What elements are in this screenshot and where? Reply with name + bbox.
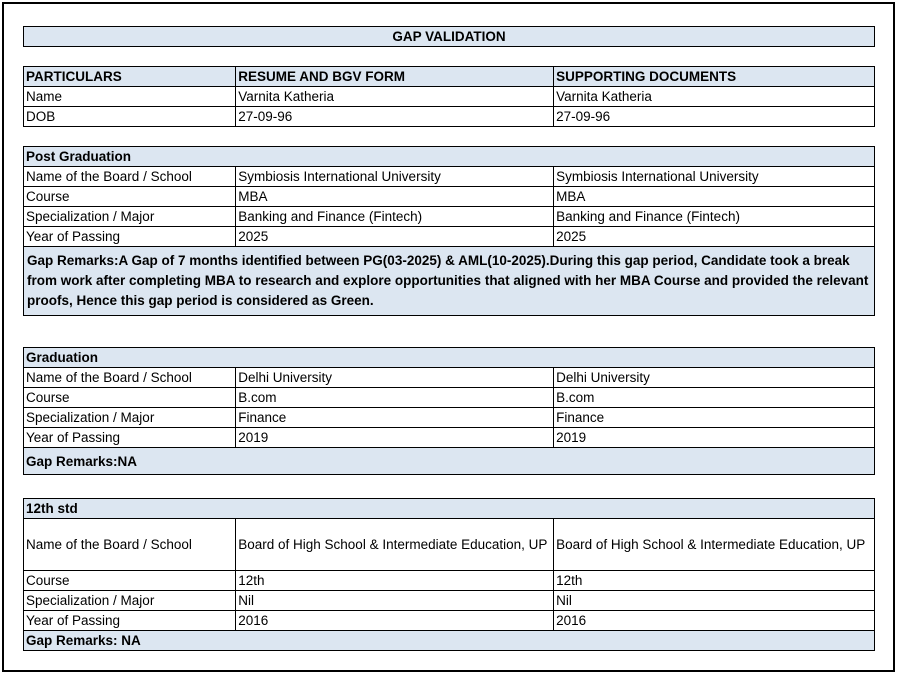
resume-value: Nil — [236, 591, 554, 611]
table-row — [24, 227, 875, 247]
twelfth-block — [23, 498, 875, 651]
post-graduation-table — [23, 146, 875, 316]
resume-value: 2025 — [236, 227, 554, 247]
graduation-block — [23, 347, 875, 475]
row-label: Name of the Board / School — [24, 519, 236, 571]
resume-value: Varnita Katheria — [236, 87, 554, 107]
row-label: Year of Passing — [24, 227, 236, 247]
row-label: Specialization / Major — [24, 207, 236, 227]
docs-value: 2016 — [554, 611, 875, 631]
table-row — [24, 207, 875, 227]
docs-value: Delhi University — [554, 368, 875, 388]
table-row — [24, 571, 875, 591]
docs-value: Banking and Finance (Fintech) — [554, 207, 875, 227]
graduation-table — [23, 347, 875, 475]
table-row — [24, 107, 875, 127]
docs-value: 27-09-96 — [554, 107, 875, 127]
table-row — [24, 167, 875, 187]
gap-remarks: Gap Remarks:A Gap of 7 months identified between PG(03-2025) & AML(10-2025).During this gap period, Candidate took a break from work after completing MBA to research and explore opportunities that aligned with her MBA Course and provided the relevant proofs, Hence this gap period is considered as Green. — [24, 247, 875, 316]
table-row — [24, 591, 875, 611]
docs-value: 2019 — [554, 428, 875, 448]
table-row — [24, 428, 875, 448]
table-row — [24, 87, 875, 107]
resume-value: MBA — [236, 187, 554, 207]
section-heading: 12th std — [24, 499, 875, 519]
row-label: Year of Passing — [24, 611, 236, 631]
personal-block — [23, 66, 875, 127]
row-label: Name of the Board / School — [24, 368, 236, 388]
header-particulars: PARTICULARS — [24, 67, 236, 87]
table-row — [24, 611, 875, 631]
resume-value: Symbiosis International University — [236, 167, 554, 187]
table-row — [24, 408, 875, 428]
gap-remarks: Gap Remarks:NA — [24, 448, 875, 475]
table-row — [24, 519, 875, 571]
table-row — [24, 187, 875, 207]
resume-value: 2019 — [236, 428, 554, 448]
resume-value: Banking and Finance (Fintech) — [236, 207, 554, 227]
table-row — [24, 368, 875, 388]
resume-value: 2016 — [236, 611, 554, 631]
docs-value: Symbiosis International University — [554, 167, 875, 187]
row-label: Course — [24, 388, 236, 408]
section-heading: Post Graduation — [24, 147, 875, 167]
header-documents: SUPPORTING DOCUMENTS — [554, 67, 875, 87]
resume-value: 27-09-96 — [236, 107, 554, 127]
table-row — [24, 388, 875, 408]
page-title: GAP VALIDATION — [24, 27, 875, 47]
docs-value: 12th — [554, 571, 875, 591]
docs-value: Board of High School & Intermediate Education, UP — [554, 519, 875, 571]
row-label: Specialization / Major — [24, 591, 236, 611]
row-label: DOB — [24, 107, 236, 127]
gap-remarks: Gap Remarks: NA — [24, 631, 875, 651]
twelfth-table — [23, 498, 875, 651]
resume-value: Board of High School & Intermediate Education, UP — [236, 519, 554, 571]
resume-value: B.com — [236, 388, 554, 408]
docs-value: Varnita Katheria — [554, 87, 875, 107]
docs-value: 2025 — [554, 227, 875, 247]
header-resume: RESUME AND BGV FORM — [236, 67, 554, 87]
docs-value: B.com — [554, 388, 875, 408]
docs-value: Nil — [554, 591, 875, 611]
row-label: Name of the Board / School — [24, 167, 236, 187]
docs-value: Finance — [554, 408, 875, 428]
section-heading: Graduation — [24, 348, 875, 368]
post-graduation-block — [23, 146, 875, 316]
row-label: Course — [24, 571, 236, 591]
resume-value: Delhi University — [236, 368, 554, 388]
row-label: Course — [24, 187, 236, 207]
docs-value: MBA — [554, 187, 875, 207]
row-label: Specialization / Major — [24, 408, 236, 428]
personal-table — [23, 66, 875, 127]
row-label: Year of Passing — [24, 428, 236, 448]
resume-value: Finance — [236, 408, 554, 428]
title-table — [23, 26, 875, 47]
row-label: Name — [24, 87, 236, 107]
title-block — [23, 26, 875, 47]
resume-value: 12th — [236, 571, 554, 591]
